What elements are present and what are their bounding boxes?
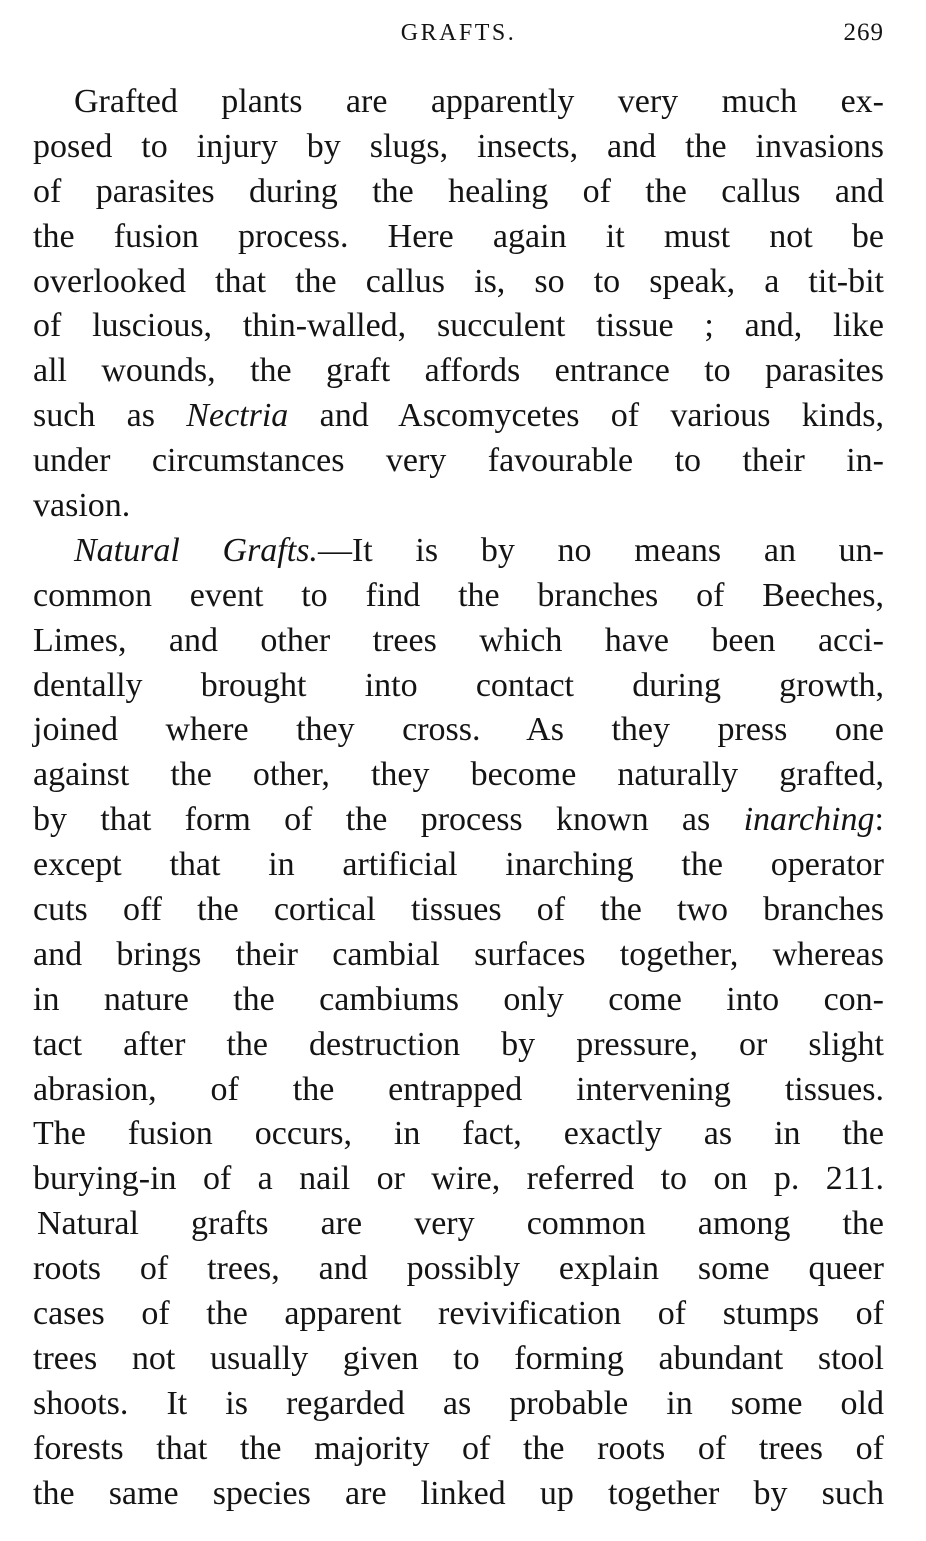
text-line: the fusion process. Here again it must not be [33, 217, 884, 255]
text-line: against the other, they become naturally grafted, [33, 756, 884, 794]
text-line: and brings their cambial surfaces together, whereas [33, 935, 884, 973]
text-line: joined where they cross. As they press one [33, 711, 884, 749]
text-line: Natural grafts are very common among the [37, 1205, 884, 1243]
text-line: of luscious, thin-walled, succulent tissue ; and, like [33, 307, 884, 345]
text-line: The fusion occurs, in fact, exactly as in the [33, 1115, 884, 1153]
text-line: Limes, and other trees which have been acci- [33, 621, 884, 659]
text-line: of parasites during the healing of the callus and [33, 172, 884, 210]
text-segment: by that form of the process known as [33, 801, 744, 839]
text-line: cases of the apparent revivification of stumps of [33, 1295, 884, 1333]
text-line: all wounds, the graft affords entrance to parasites [33, 352, 884, 390]
text-line: Grafted plants are apparently very much ex- [74, 83, 884, 120]
text-line [33, 394, 884, 439]
text-line: abrasion, of the entrapped intervening tissues. [33, 1070, 884, 1108]
text-segment: such as [33, 397, 187, 435]
italic-text: inarching [743, 801, 875, 839]
text-line: except that in artificial inarching the operator [33, 846, 884, 884]
text-segment: and Ascomycetes of various kinds, [288, 397, 884, 435]
text-segment: —It is by no means an un- [317, 531, 884, 569]
text-line: cuts off the cortical tissues of the two branches [33, 891, 884, 929]
text-line: under circumstances very favourable to their in- [33, 442, 884, 480]
running-head [33, 16, 884, 50]
page-number: 269 [843, 19, 884, 46]
text-line: dentally brought into contact during growth, [33, 666, 884, 704]
running-title: GRAFTS. [400, 20, 517, 46]
text-line: in nature the cambiums only come into con- [33, 980, 884, 1018]
body-text [33, 80, 884, 1517]
text-line: forests that the majority of the roots of trees of [33, 1429, 884, 1467]
text-segment: : [874, 801, 884, 839]
text-line: overlooked that the callus is, so to speak, a tit-bit [33, 262, 884, 300]
text-line [33, 798, 884, 843]
text-line: tact after the destruction by pressure, or slight [33, 1025, 884, 1063]
text-line: common event to find the branches of Beeches, [33, 576, 884, 614]
text-line: shoots. It is regarded as probable in some old [33, 1384, 884, 1422]
text-line: the same species are linked up together by such [33, 1474, 884, 1512]
text-line: burying-in of a nail or wire, referred to on p. 211. [33, 1160, 884, 1198]
text-line [33, 529, 884, 574]
italic-text: Nectria [186, 397, 289, 435]
text-line: roots of trees, and possibly explain some queer [33, 1250, 884, 1288]
text-line: trees not usually given to forming abundant stool [33, 1339, 884, 1377]
text-line: posed to injury by slugs, insects, and the invasions [33, 127, 884, 165]
section-heading-italic: Natural Grafts. [74, 531, 318, 569]
text-line: vasion. [33, 487, 131, 525]
